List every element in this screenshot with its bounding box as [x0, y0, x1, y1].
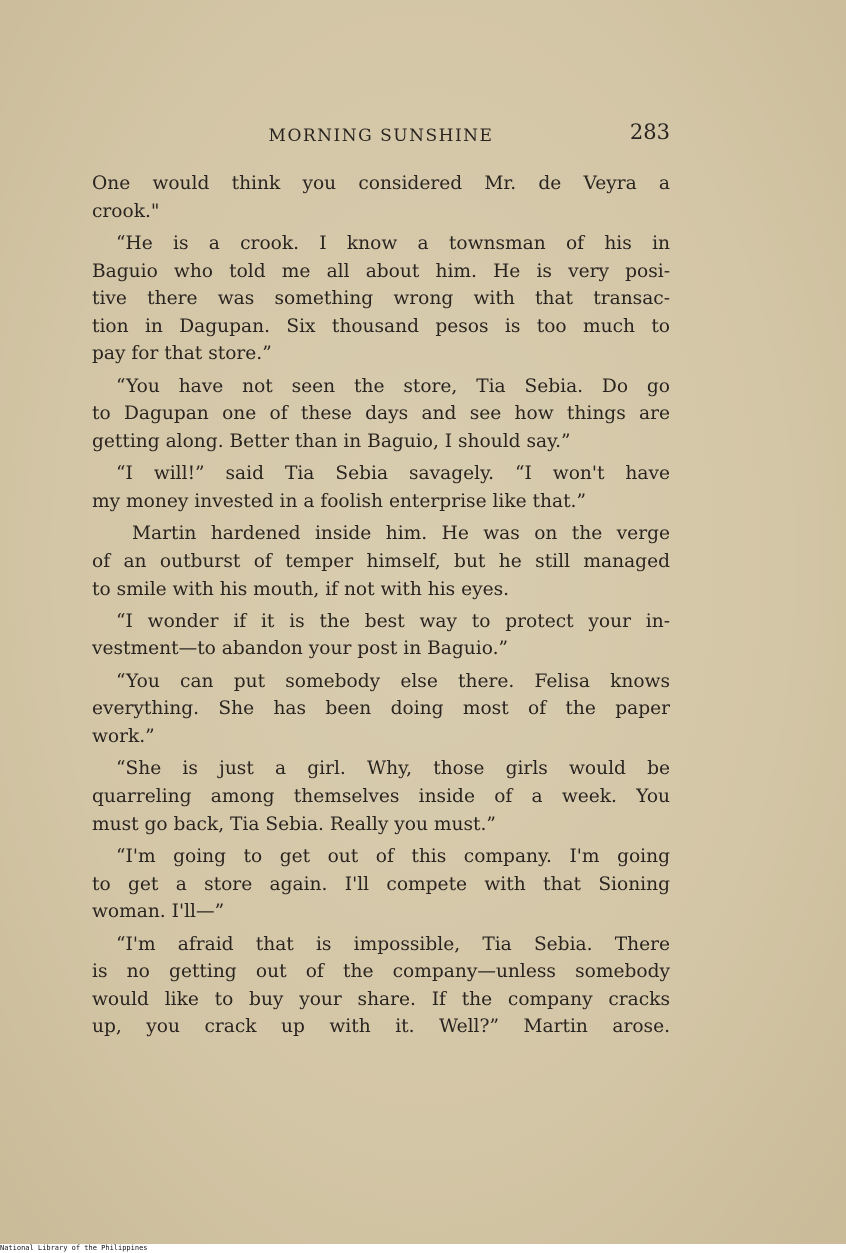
paragraph — [92, 843, 670, 926]
text-line: “He is a crook. I know a townsman of his in — [116, 232, 670, 254]
paragraph — [92, 520, 670, 603]
page-number: 283 — [629, 120, 670, 144]
text-line: up, you crack up with it. Well?” Martin arose. — [92, 1016, 670, 1038]
paragraph — [92, 755, 670, 838]
text-line: tive there was something wrong with that transac- — [92, 288, 670, 310]
paragraph — [92, 931, 670, 1041]
text-line: “I wonder if it is the best way to protect your in- — [116, 610, 670, 632]
running-title: MORNING SUNSHINE — [268, 126, 494, 146]
text-line: “You have not seen the store, Tia Sebia. Do go — [116, 375, 670, 397]
text-line: “I will!” said Tia Sebia savagely. “I won't have — [116, 463, 670, 485]
text-line: pay for that store.” — [92, 343, 272, 365]
text-line: tion in Dagupan. Six thousand pesos is too much to — [92, 315, 670, 337]
text-line: Baguio who told me all about him. He is very posi- — [92, 260, 670, 282]
paragraph — [92, 230, 670, 368]
text-line: to Dagupan one of these days and see how things are — [92, 403, 670, 425]
text-line: vestment—to abandon your post in Baguio.” — [92, 638, 508, 660]
text-line: quarreling among themselves inside of a week. You — [92, 786, 670, 808]
paragraph — [92, 668, 670, 751]
library-credit: National Library of the Philippines — [0, 1244, 148, 1252]
text-line: work.” — [92, 726, 155, 748]
text-line: “I'm going to get out of this company. I'm going — [116, 846, 670, 868]
text-line: “I'm afraid that is impossible, Tia Sebia. There — [116, 933, 670, 955]
text-line: to get a store again. I'll compete with that Sioning — [92, 873, 670, 895]
text-line: must go back, Tia Sebia. Really you must.” — [92, 813, 496, 835]
text-line: One would think you considered Mr. de Veyra a — [92, 173, 670, 194]
body-text — [92, 170, 670, 1046]
text-line: everything. She has been doing most of the paper — [92, 698, 670, 720]
text-line: “She is just a girl. Why, those girls would be — [116, 758, 670, 780]
text-line: to smile with his mouth, if not with his eyes. — [92, 578, 510, 600]
text-line: my money invested in a foolish enterprise like that.” — [92, 490, 586, 512]
text-line: crook." — [92, 200, 160, 222]
paragraph — [92, 608, 670, 663]
text-line: would like to buy your share. If the company cracks — [92, 988, 670, 1010]
text-line: is no getting out of the company—unless somebody — [92, 961, 670, 983]
paragraph — [92, 373, 670, 456]
running-head — [92, 120, 670, 154]
text-line: Martin hardened inside him. He was on the verge — [132, 523, 670, 545]
paragraph — [92, 170, 670, 225]
text-line: of an outburst of temper himself, but he still managed — [92, 550, 670, 572]
text-line: getting along. Better than in Baguio, I should say.” — [92, 430, 571, 452]
text-line: “You can put somebody else there. Felisa knows — [116, 670, 670, 692]
text-line: woman. I'll—” — [92, 901, 225, 923]
paragraph — [92, 460, 670, 515]
